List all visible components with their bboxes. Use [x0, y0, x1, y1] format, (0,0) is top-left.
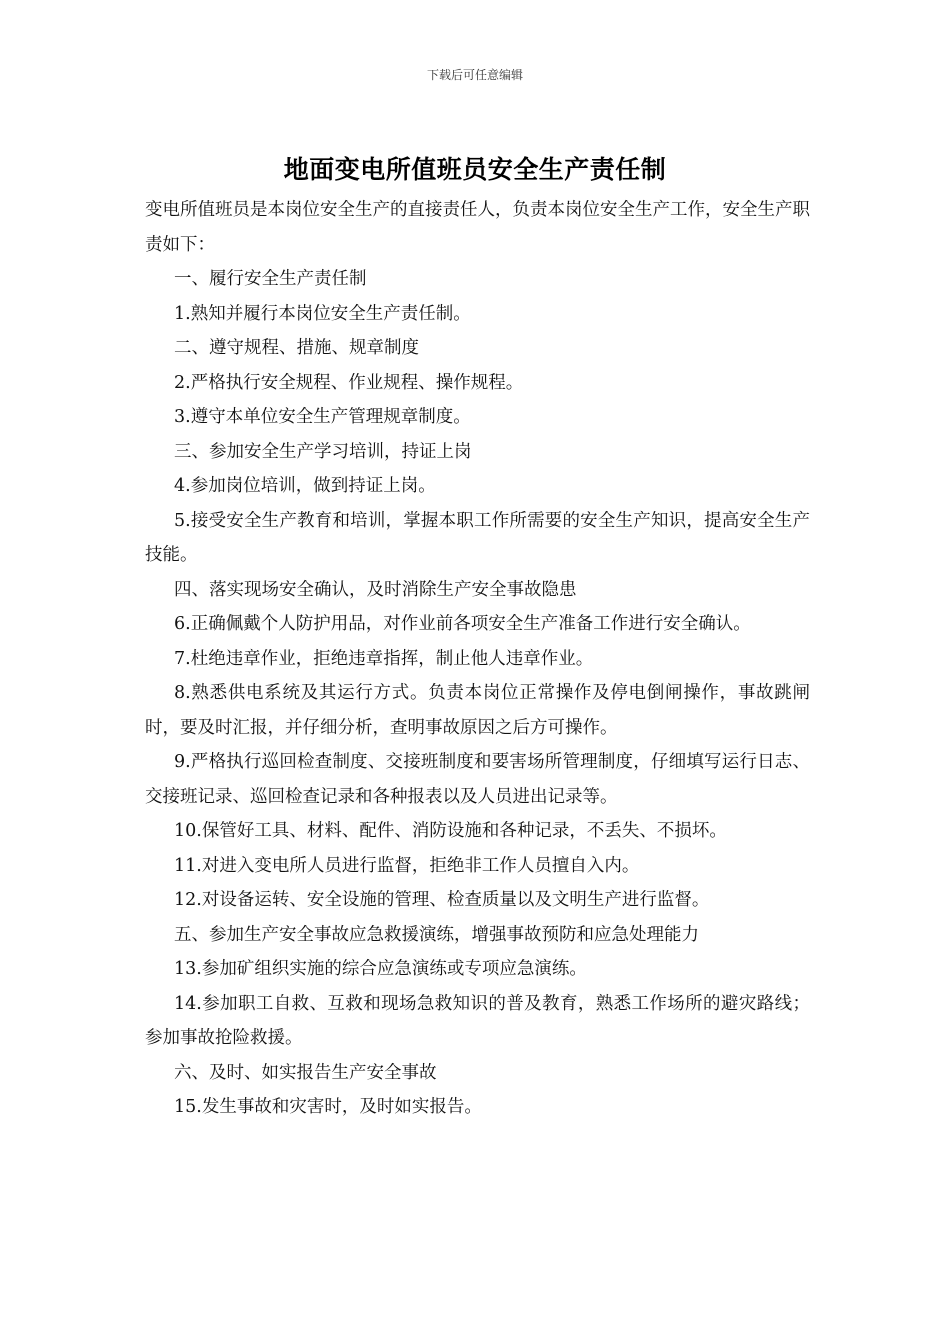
document-body [145, 193, 810, 1125]
clause-1: 1.熟知并履行本岗位安全生产责任制。 [174, 303, 471, 324]
clause-4: 4.参加岗位培训，做到持证上岗。 [174, 476, 436, 496]
clause-13: 13.参加矿组织实施的综合应急演练或专项应急演练。 [174, 959, 587, 979]
clause-9: 9.严格执行巡回检查制度、交接班制度和要害场所管理制度，仔细填写运行日志、交接班记录、巡回检查记录和各种报表以及人员进出记录等。 [145, 752, 810, 807]
clause-3: 3.遵守本单位安全生产管理规章制度。 [174, 407, 471, 427]
clause-2: 2.严格执行安全规程、作业规程、操作规程。 [174, 372, 524, 393]
section-heading-1: 一、履行安全生产责任制 [174, 269, 367, 289]
section-heading-6: 六、及时、如实报告生产安全事故 [174, 1062, 437, 1083]
section-heading-5: 五、参加生产安全事故应急救援演练，增强事故预防和应急处理能力 [174, 924, 699, 945]
section-heading-3: 三、参加安全生产学习培训，持证上岗 [174, 441, 472, 462]
clause-10: 10.保管好工具、材料、配件、消防设施和各种记录，不丢失、不损坏。 [174, 821, 727, 841]
clause-8: 8.熟悉供电系统及其运行方式。负责本岗位正常操作及停电倒闸操作，事故跳闸时，要及时汇报，并仔细分析，查明事故原因之后方可操作。 [145, 683, 810, 738]
document-title: 地面变电所值班员安全生产责任制 [283, 155, 667, 184]
section-heading-2: 二、遵守规程、措施、规章制度 [174, 338, 419, 358]
clause-15: 15.发生事故和灾害时，及时如实报告。 [174, 1097, 482, 1117]
header-note: 下载后可任意编辑 [426, 68, 523, 82]
clause-6: 6.正确佩戴个人防护用品，对作业前各项安全生产准备工作进行安全确认。 [174, 614, 751, 634]
clause-5: 5.接受安全生产教育和培训，掌握本职工作所需要的安全生产知识，提高安全生产技能。 [145, 510, 810, 565]
intro-paragraph: 变电所值班员是本岗位安全生产的直接责任人，负责本岗位安全生产工作，安全生产职责如下： [145, 200, 810, 255]
clause-12: 12.对设备运转、安全设施的管理、检查质量以及文明生产进行监督。 [174, 890, 710, 910]
clause-11: 11.对进入变电所人员进行监督，拒绝非工作人员擅自入内。 [174, 855, 640, 876]
clause-14: 14.参加职工自救、互救和现场急救知识的普及教育，熟悉工作场所的避灾路线；参加事故抢险救援。 [145, 993, 810, 1048]
section-heading-4: 四、落实现场安全确认，及时消除生产安全事故隐患 [174, 579, 577, 600]
clause-7: 7.杜绝违章作业，拒绝违章指挥，制止他人违章作业。 [174, 648, 594, 669]
